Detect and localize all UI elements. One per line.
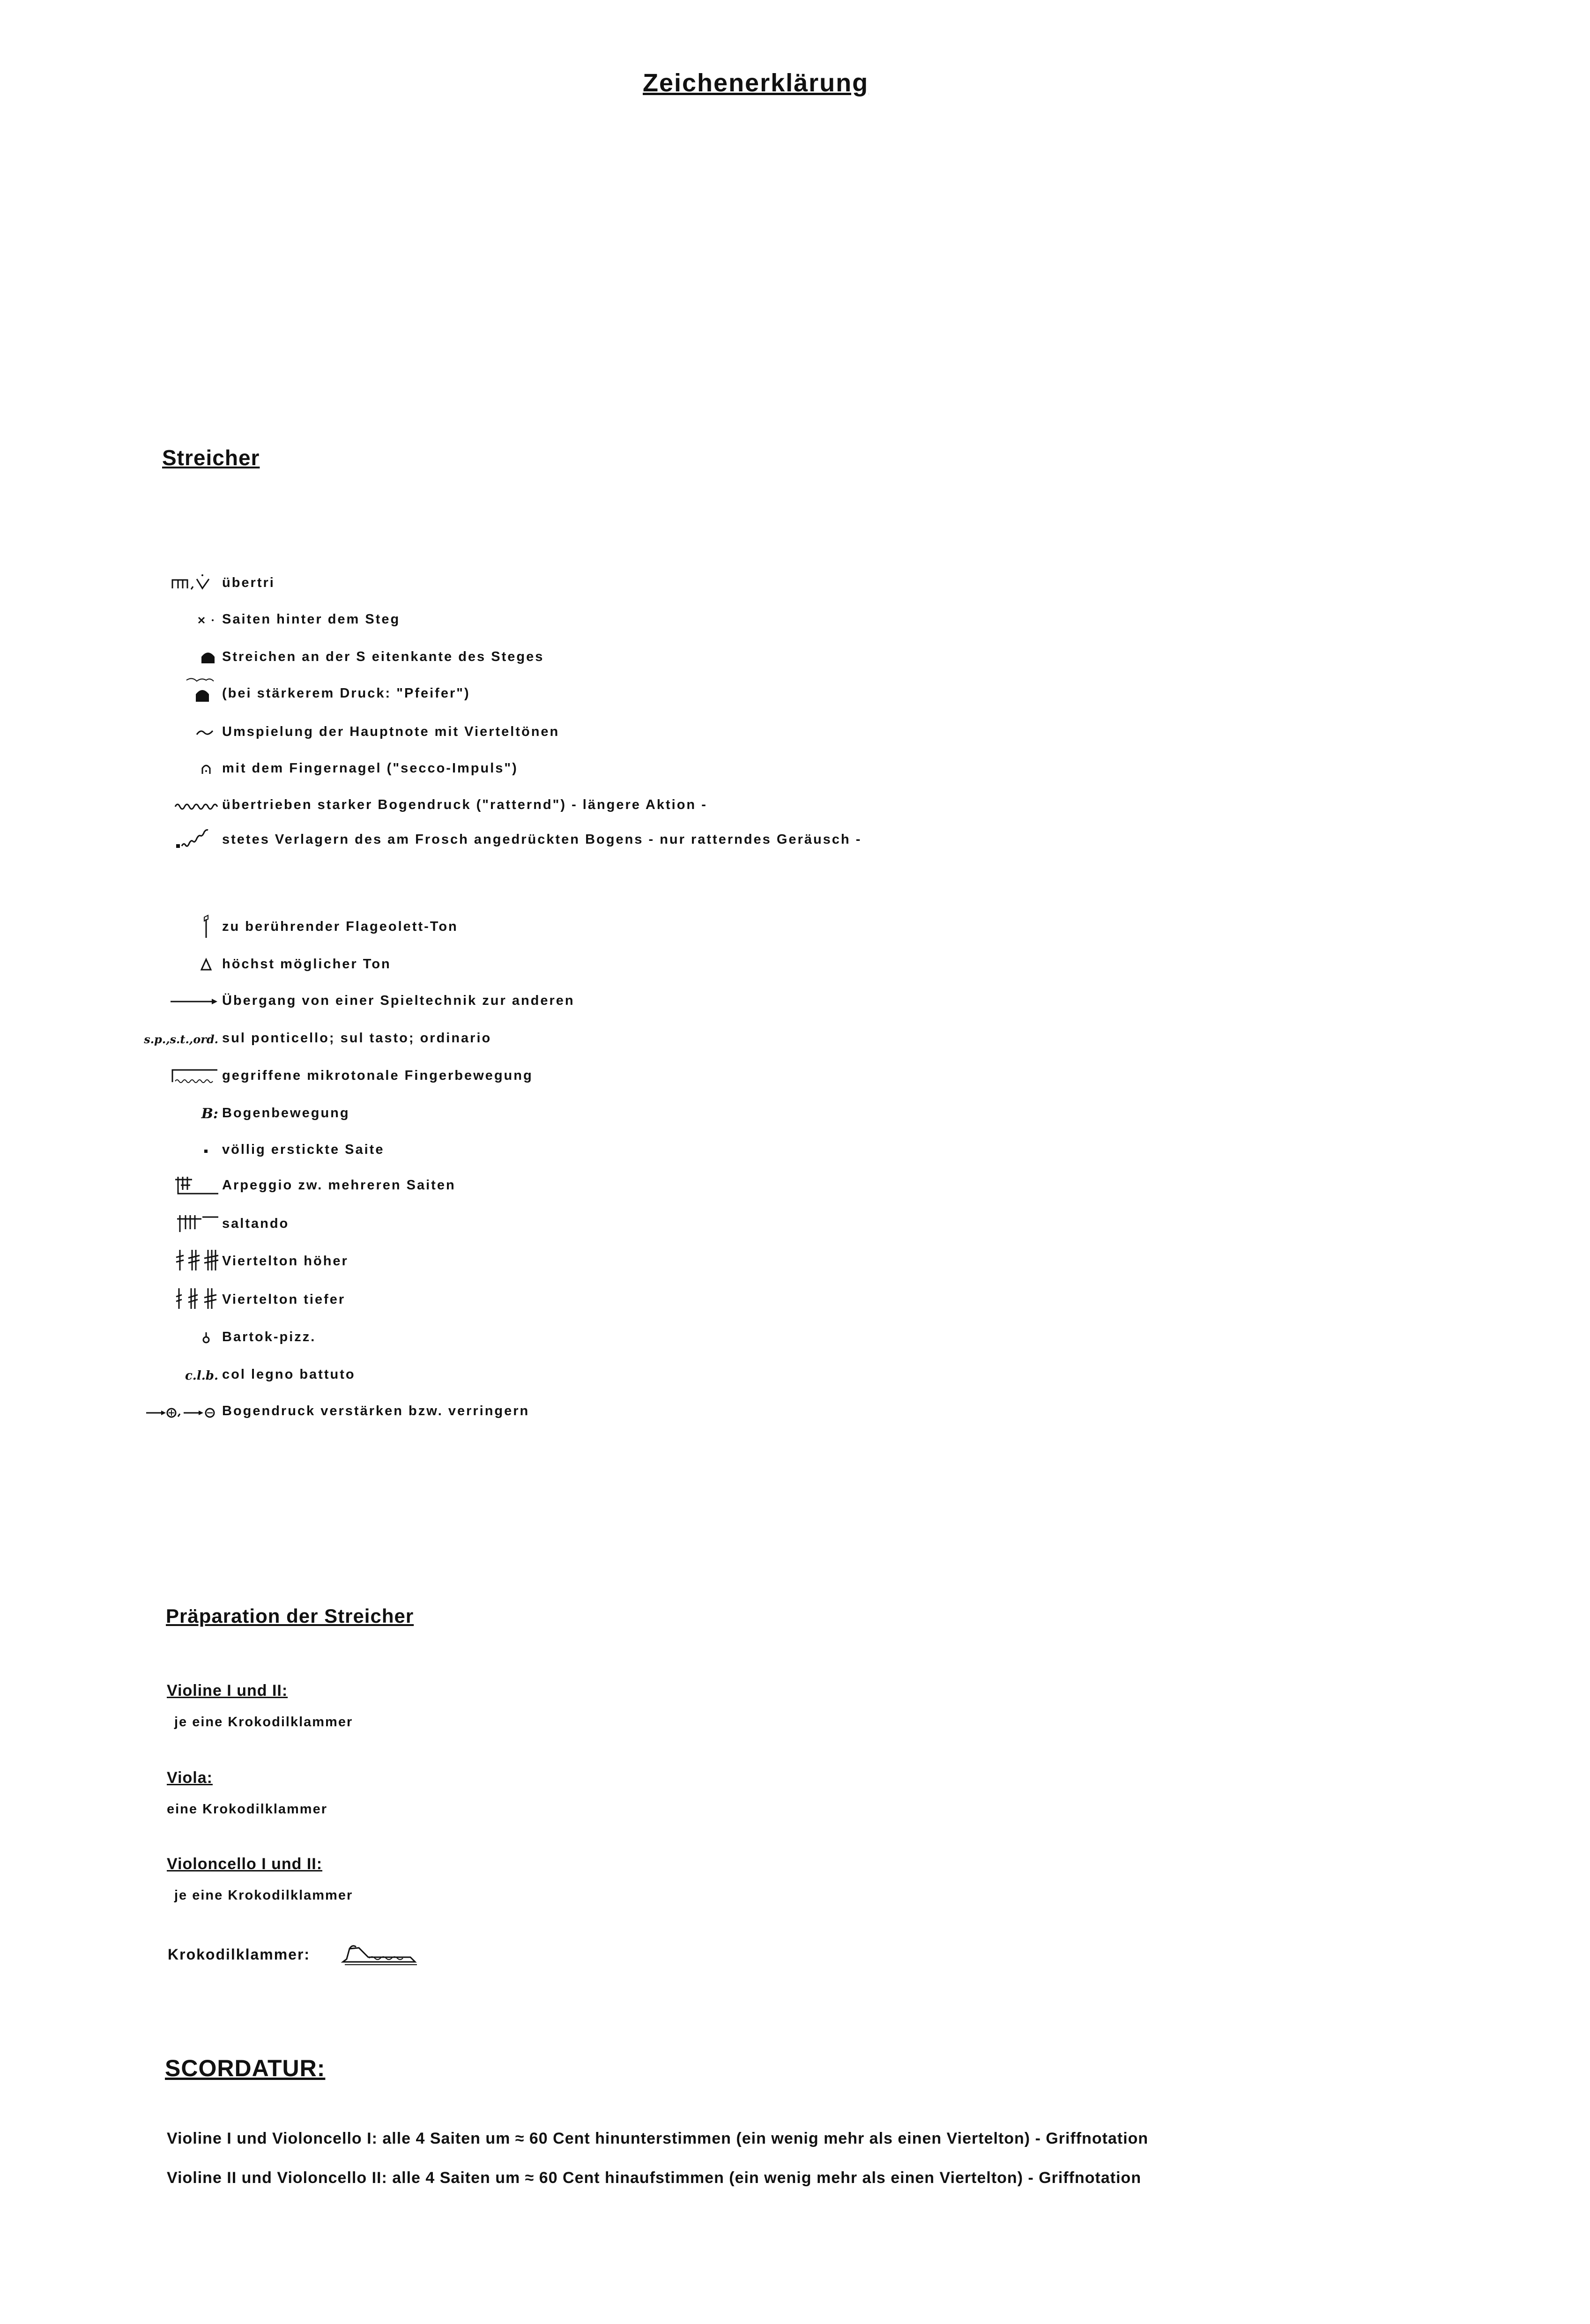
bridge-whistle-icon [131, 683, 220, 704]
legend-row [0, 1028, 937, 1048]
legend-text: Arpeggio zw. mehreren Saiten [222, 1178, 456, 1193]
legend-row [0, 1139, 937, 1160]
quarter-sharp-icon [131, 1251, 220, 1271]
legend-row [0, 1213, 937, 1234]
cross-notehead-icon [131, 609, 220, 630]
touch-harmonic-icon [131, 916, 220, 937]
legend-row [0, 954, 937, 974]
legend-row [0, 1103, 937, 1123]
legend-row [0, 990, 937, 1011]
page-title: Zeichenerklärung [643, 69, 869, 97]
legend-row [0, 1251, 937, 1271]
section-heading-streicher: Streicher [162, 445, 260, 470]
quarter-flat-icon [131, 1289, 220, 1310]
abbrev-text-icon [131, 1028, 220, 1048]
legend-text: völlig erstickte Saite [222, 1142, 385, 1157]
legend-row [0, 1364, 937, 1385]
instrument-label: Violine I und II: [167, 1682, 288, 1700]
bow-movement-icon [131, 1103, 220, 1123]
legend-text: übertrieben starker Bogendruck ("ratternd") - längere Aktion - [222, 797, 707, 812]
legend-text: Bogendruck verstärken bzw. verringern [222, 1403, 530, 1418]
section-heading-praeparation: Präparation der Streicher [166, 1605, 414, 1627]
ueberdruck-bow-icon [131, 572, 220, 593]
legend-text: Saiten hinter dem Steg [222, 612, 401, 627]
finger-movement-icon [131, 1065, 220, 1086]
legend-row [0, 916, 937, 937]
legend-row [0, 1327, 937, 1347]
legend-row [0, 721, 937, 742]
legend-row [0, 1175, 937, 1195]
abbrev-text-icon [131, 1364, 220, 1385]
tilde-icon [131, 721, 220, 742]
scordatur-line: Violine I und Violoncello I: alle 4 Saiten um ≈ 60 Cent hinunterstimmen (ein wenig mehr als einen Viertelton) - Griffnotation [167, 2130, 1149, 2147]
bartok-pizz-icon [131, 1327, 220, 1347]
legend-row [0, 646, 937, 667]
legend-text: Viertelton tiefer [222, 1292, 346, 1307]
legend-text: Übergang von einer Spieltechnik zur anderen [222, 993, 575, 1008]
instrument-label: Viola: [167, 1769, 213, 1787]
legend-row [0, 572, 937, 593]
legend-text: Bogenbewegung [222, 1106, 350, 1121]
instrument-label: Violoncello I und II: [167, 1855, 323, 1873]
clip-label: Krokodilklammer: [168, 1946, 311, 1963]
legend-text: zu berührender Flageolett-Ton [222, 919, 458, 934]
triangle-icon [131, 954, 220, 974]
legend-text: Bartok-pizz. [222, 1329, 316, 1344]
legend-row [0, 609, 937, 630]
instrument-text: eine Krokodilklammer [167, 1802, 327, 1817]
legend-row [0, 1401, 937, 1421]
pressure-arrows-icon [131, 1401, 220, 1421]
legend-text: saltando [222, 1216, 290, 1231]
legend-text: Streichen an der S eitenkante des Steges [222, 649, 544, 664]
rising-wavy-icon [131, 829, 220, 850]
bow-movement-label: B: [201, 1106, 218, 1122]
legend-text: stetes Verlagern des am Frosch angedrückten Bogens - nur ratterndes Geräusch - [222, 832, 862, 847]
legend-row [0, 683, 937, 704]
legend-row [0, 1289, 937, 1310]
fingernail-icon [131, 758, 220, 779]
legend-text: übertri [222, 575, 275, 590]
legend-text: mit dem Fingernagel ("secco-Impuls") [222, 761, 518, 776]
abbrev-label: c.l.b. [185, 1369, 218, 1383]
saltando-icon [131, 1213, 220, 1234]
legend-text: (bei stärkerem Druck: "Pfeifer") [222, 686, 470, 701]
legend-text: Umspielung der Hauptnote mit Vierteltönen [222, 724, 560, 739]
instrument-text: je eine Krokodilklammer [174, 1715, 353, 1730]
legend-row [0, 794, 937, 815]
legend-row [0, 1065, 937, 1086]
legend-text: gegriffene mikrotonale Fingerbewegung [222, 1068, 533, 1083]
legend-text: col legno battuto [222, 1367, 356, 1382]
legend-row [0, 829, 937, 850]
legend-text: Viertelton höher [222, 1254, 349, 1269]
instrument-text: je eine Krokodilklammer [174, 1888, 353, 1903]
scordatur-line: Violine II und Violoncello II: alle 4 Saiten um ≈ 60 Cent hinaufstimmen (ein wenig mehr als einen Viertelton) - Griffnotation [167, 2169, 1142, 2187]
arpeggio-icon [131, 1175, 220, 1195]
legend-text: sul ponticello; sul tasto; ordinario [222, 1031, 492, 1046]
wavy-line-icon [131, 794, 220, 815]
section-heading-scordatur: SCORDATUR: [165, 2055, 326, 2081]
legend-text: höchst möglicher Ton [222, 957, 391, 972]
arrow-right-icon [131, 990, 220, 1011]
abbrev-label: s.p.,s.t.,ord. [144, 1032, 218, 1046]
dot-icon [131, 1139, 220, 1160]
bridge-side-icon [131, 646, 220, 667]
crocodile-clip-icon [340, 1938, 420, 1968]
legend-row [0, 758, 937, 779]
